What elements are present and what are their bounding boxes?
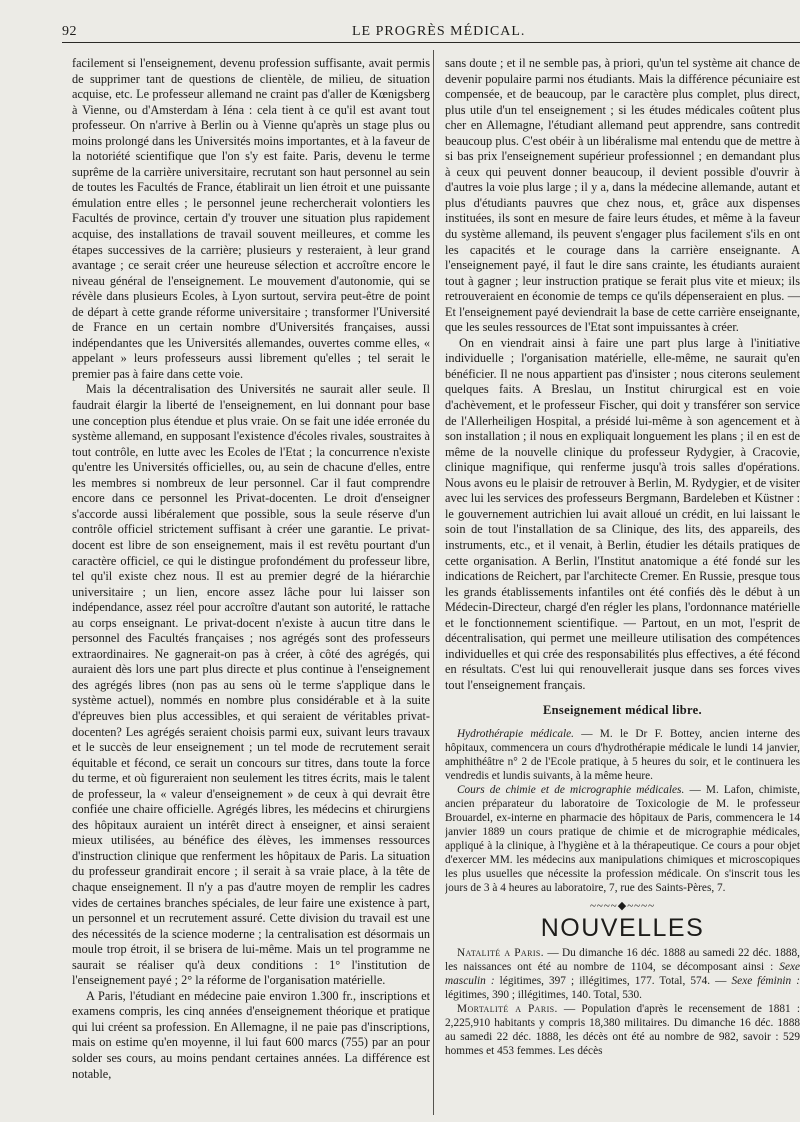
news-text: légitimes, 390 ; illégitimes, 140. Total, 530. [445, 989, 642, 1002]
ornament-divider: ~~~~◆~~~~ [589, 899, 656, 912]
news-title: Natalité a Paris. [457, 947, 544, 960]
announcement-chimie [445, 783, 800, 895]
left-column [72, 56, 430, 1116]
news-text-italic: Sexe féminin : [731, 975, 800, 988]
announcement-hydrotherapie [445, 727, 800, 783]
announcement-body: — M. Lafon, chimiste, ancien préparateur du laboratoire de Toxicologie de M. le professeur Brouardel, ex-interne en pharmacie des hôpitaux de Paris, commencera le 14 janvier 1889 un cours pratique de chimie et de micrographie médicales, appliqué à la clinique, à l'hygiène et à la thérapeutique. Ce cours a pour objet d'exercer MM. les médecins aux manipulations chimiques et microscopiques les plus usuelles que nécessite la profession médicale. On s'inscrit tous les jours de 3 à 4 heures au laboratoire, 7, rue des Saints-Pères, 7. [445, 783, 800, 894]
paragraph: On en viendrait ainsi à faire une part plus large à l'initiative individuelle ; l'organisation matérielle, elle-même, ne saurait qu'en bénéficier. Il ne nous appartient pas d'insister ; nous citerons seulement quelques faits. A Breslau, un Institut chirurgical est en voie d'achèvement, et le professeur Fischer, qui doit y transférer son service de l'Allerheiligen Hospital, a présidé lui-même à son agencement et à son installation ; il nous en expliquait longuement les plans ; il en est de même de la nouvelle clinique du professeur Rydygier, à Cracovie, clinique magnifique, qui renferme jusqu'à trois salles d'opérations. Nous avons eu le plaisir de retrouver à Berlin, M. Rydygier, et de visiter avec lui les services des professeurs Bergmann, Bardeleben et Küstner : le gouvernement autrichien lui avait alloué un crédit, en lui laissant le soin de tout l'installation de sa Clinique, des lits, des appareils, des instruments, etc., et il venait, à Berlin, étudier les détails pratiques de cette organisation. A Berlin, l'Institut anatomique a été fondé sur les indications de Reichert, par l'architecte Cremer. En Russie, presque tous les grands établissements infantiles ont été confiés dès le début à un Médecin-Directeur, chargé d'en régler les plans, l'ordonnance matérielle et le fonctionnement scientifique. — Partout, en un mot, l'esprit de décentralisation, qui permet une meilleure utilisation des compétences individuelles et qui crée des responsabilités plus effectives, a été fécond en résultats. C'est lui qui renouvellerait jusque dans ses forces vives tout l'enseignement français. [445, 335, 800, 692]
news-items [445, 946, 800, 1058]
header-rule [62, 42, 800, 43]
announcements [445, 727, 800, 895]
column-divider [433, 50, 434, 1115]
news-text-italic: Sexe masculin : [445, 961, 800, 988]
news-text: légitimes, 397 ; illégitimes, 177. Total, 574. — [494, 975, 732, 988]
journal-title: LE PROGRÈS MÉDICAL. [352, 24, 526, 39]
news-mortalite [445, 1002, 800, 1058]
announcement-body: — M. le Dr F. Bottey, ancien interne des hôpitaux, commencera un cours d'hydrothérapie médicale le lundi 14 janvier, amphithéâtre n° 2 de l'Ecole pratique, à 5 heures du soir, et le continuera les vendredis et lundis suivants, à la même heure. [445, 727, 800, 782]
paragraph: A Paris, l'étudiant en médecine paie environ 1.300 fr., inscriptions et examens compris, les cinq années d'enseignement théorique et pratique qui lui créent sa profession. En Allemagne, il ne paie pas d'inscriptions, mais on estime qu'en moyenne, il lui faut 600 marcs (755) par an pour solder ses cours, au moins pendant certaines années. La différence est notable, [72, 988, 430, 1081]
paragraph: sans doute ; et il ne semble pas, à priori, qu'un tel système ait chance de devenir populaire parmi nos étudiants. Mais la différence pécuniaire est compensée, et de beaucoup, par le caractère plus complet, plus direct, plus utile d'un tel enseignement ; si les études médicales coûtent plus cher en Allemagne, l'étudiant allemand peut apprendre, sans contredit beaucoup plus. C'est obéir à un libéralisme mal entendu que de mettre à si bas prix l'enseignement supérieur professionnel ; en demandant plus à ceux qui peuvent donner beaucoup, il devient possible d'ouvrir à d'autres la voie plus large ; il y a, dans la médecine allemande, autant et plus d'étudiants pauvres que chez nous, et, grâce aux dispenses instituées, ils sont en mesure de faire leurs études, et même à la faveur du système allemand, ils peuvent s'engager plus facilement s'ils en ont les capacités et le courage dans la carrière enseignante. A l'enseignement payé, il faut le dire sans crainte, les étudiants auraient tout à gagner ; leur instruction pratique se ferait plus vite et mieux; ils retrouveraient en économie de temps ce qu'ils dépenseraient en plus. — Et l'enseignement payé deviendrait la base de cette carrière enseignante, que les seules ressources de l'Etat sont impuissantes à créer. [445, 56, 800, 335]
page-header [62, 24, 792, 42]
paragraph: Mais la décentralisation des Universités ne saurait aller seule. Il faudrait élargir la liberté de l'enseignement, en lui donnant pour base une conception plus étendue et plus vraie. On se fait une idée erronée du système allemand, en supposant l'existence d'écoles rivales, soustraites à tout contrôle, en lutte avec les Ecoles de l'Etat ; la concurrence n'existe qu'entre les Universités officielles, ou, au sein de chacune d'elles, entre les membres si nombreux de leur personnel. Car il faut comprendre encore dans ce personnel les Privat-docenten. Le droit d'enseigner s'accorde aussi libéralement que possible, sous la seule réserve d'un contrôle officiel strictement suffisant à créer une garantie. Le privat-docent est libre de son enseignement, mais il est revêtu pourtant d'un caractère officiel, ce qui le distingue profondément du professeur libre, tel qu'il existe chez nous. Il est au premier degré de la hiérarchie universitaire ; un lien, encore assez lâche pour lui laisser son indépendance, assez réel pour accroître d'autant son autorité, le rattache au corps enseignant. Le privat-docent n'existe à aucun titre dans le personnel des Facultés françaises ; nos agrégés sont des professeurs extraordinaires. Ne gagnerait-on pas à créer, à côté des agrégés, qui auraient dès lors une part plus directe et plus continue à l'enseignement des agrégés libres (non pas au sens où le terme s'applique dans le système actuel), nommés en nombre plus considérable et à la suite d'épreuves bien plus accessibles, et qui seraient de véritables privat-docenten? Les agrégés seraient choisis parmi eux, suivant leurs travaux et le succès de leur enseignement ; un tel mode de recrutement serait équitable et fécond, ce serait un concours sur titres, dans toute la force du terme, et où figureraient non seulement les titres écrits, mais le talent de professeur, la « valeur d'enseignement » de ceux à qui devrait être confiée une chaire officielle. Agrégés libres, les médecins et chirurgiens des hôpitaux auraient un intérêt direct à enseigner, et ainsi seraient mieux utilisées, au bénéfice des élèves, les immenses ressources d'instruction clinique que renferment les hôpitaux de Paris. La situation du professeur grandirait encore ; il serait à sa vraie place, à la tête de chaque enseignement. Il n'y a pas d'autre moyen de remplir les cadres vides de certaines branches spéciales, de leur faire une existence à part, un personnel et un recrutement assuré. Cette division du travail est une des nécessités de la science moderne ; la centralisation est désormais un moule trop étroit, il se brisera de lui-même. Mais un tel programme ne saurait se réaliser qu'à deux conditions : 1° l'institution de l'enseignement payé ; 2° la réforme de l'organisation matérielle. [72, 382, 430, 988]
section-title: Enseignement médical libre. [543, 703, 702, 718]
news-natalite [445, 946, 800, 1002]
page-number: 92 [62, 24, 77, 39]
news-text: — Population d'après le recensement de 1881 : 2,225,910 habitants y compris 18,380 militaires. Du dimanche 16 déc. 1888 au samedi 22 déc. 1888, les décès ont été au nombre de 982, savoir : 529 hommes et 453 femmes. Les décès [445, 1003, 800, 1058]
news-title: Mortalité a Paris. [457, 1003, 558, 1016]
right-column [445, 56, 800, 1116]
announcement-title: Hydrothérapie médicale. [457, 727, 574, 740]
nouvelles-heading: NOUVELLES [540, 913, 705, 942]
news-text: — Du dimanche 16 déc. 1888 au samedi 22 déc. 1888, les naissances ont été au nombre de 1104, se décomposant ainsi : [445, 947, 800, 974]
announcement-title: Cours de chimie et de micrographie médicales. [457, 783, 685, 796]
paragraph: facilement si l'enseignement, devenu profession suffisante, avait permis de supprimer tant de questions de clientèle, de milieu, de situation acquise, etc. Le professeur allemand ne craint pas d'aller de Kœnigsberg à Vienne, ou d'Amsterdam à Iéna : cela tient à ce qu'il est avant tout professeur. On n'arrive à Berlin ou à Vienne qu'après un stage plus ou moins prolongé dans les Universités moins importantes, et à la faveur de la notoriété scientifique que l'on s'y est faite. Paris, devenu le terme suprême de la carrière universitaire, recrutant son haut personnel au sein de toutes les Facultés de France, établirait un lien étroit et une puissante émulation entre elles ; le personnel jeune rechercherait volontiers les Facultés de province, certain d'y trouver une situation plus rapidement acquise, des installations de travail souvent meilleures, et comme les étapes successives de la carrière; plusieurs y resteraient, à leur grand avantage ; ce serait créer une heureuse sélection et accroître encore le niveau général de l'enseignement. Le mouvement d'autonomie, qui se révèle dans plusieurs Ecoles, à Lyon surtout, servira peut-être de point de départ à cette grande réforme universitaire ; transformer l'Université de France en un certain nombre d'Universités françaises, aussi indépendantes que les Universités allemandes, ouvertes comme elles, « appelant » leurs professeurs aussi librement qu'elles ; tel serait le premier pas à faire dans cette voie. [72, 56, 430, 381]
